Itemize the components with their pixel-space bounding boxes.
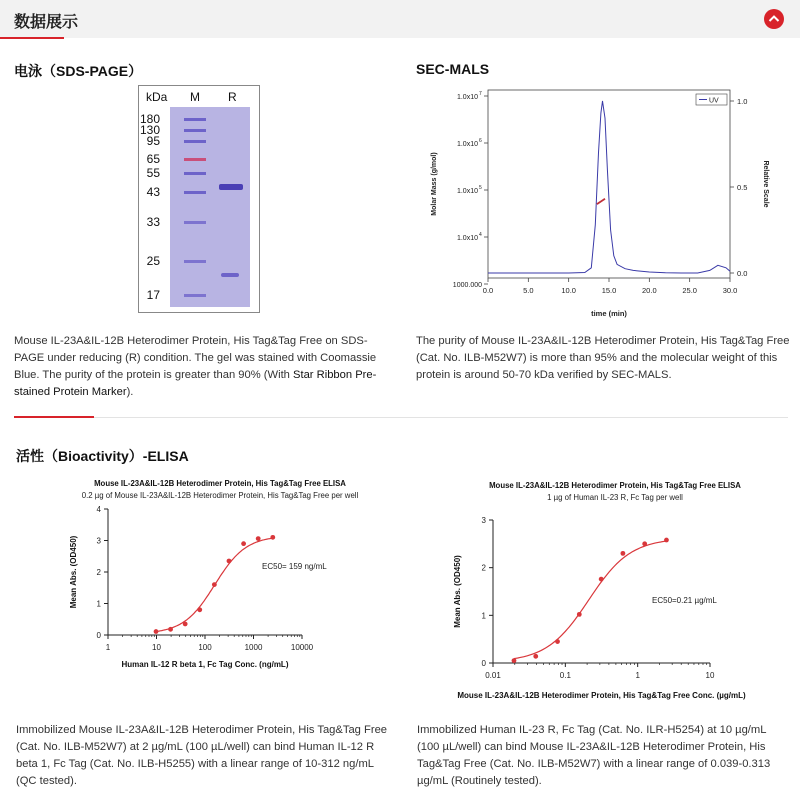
collapse-button[interactable] (764, 9, 784, 29)
gel-header-kda: kDa (146, 90, 168, 104)
x-tick-label: 0.01 (485, 671, 501, 680)
gel-mw-label: 55 (146, 166, 160, 180)
data-point (241, 541, 246, 546)
y-tick-exponent: 7 (479, 91, 482, 97)
marker-band (184, 260, 206, 263)
x-tick-label: 15.0 (601, 286, 617, 295)
x-tick-label: 10 (152, 643, 161, 652)
chart-subtitle: 1 µg of Human IL-23 R, Fc Tag per well (547, 493, 683, 502)
x-tick-label: 1 (105, 643, 111, 652)
gel-mw-label: 180 (139, 112, 160, 126)
gel-mw-label: 17 (146, 288, 160, 302)
header-accent-line (0, 37, 64, 39)
y-axis-label: Mean Abs. (OD450) (69, 535, 78, 609)
sec-mals-chart (420, 84, 790, 324)
y-tick-label: 1000.000 (452, 282, 482, 289)
data-point (577, 612, 582, 617)
data-point (533, 654, 538, 659)
sds-caption-end: ). (126, 386, 134, 398)
marker-band (184, 129, 206, 132)
data-point (599, 577, 604, 582)
chart-title: Mouse IL-23A&IL-12B Heterodimer Protein, His Tag&Tag Free ELISA (489, 481, 741, 490)
data-point (168, 627, 173, 632)
x-tick-label: 10.0 (561, 286, 576, 295)
elisa-chart-2 (430, 478, 790, 706)
sds-page-title: 电泳（SDS-PAGE） (14, 63, 143, 79)
marker-band (184, 172, 206, 175)
marker-band (184, 191, 206, 194)
x-tick-label: 30.0 (722, 286, 738, 295)
marker-band (184, 158, 206, 161)
y-tick-label: 2 (96, 568, 101, 577)
sec-mals-title: SEC-MALS (416, 61, 490, 77)
chart-title: Mouse IL-23A&IL-12B Heterodimer Protein, His Tag&Tag Free ELISA (94, 479, 346, 488)
fit-curve (514, 541, 667, 659)
sds-caption-text: Mouse IL-23A&IL-12B Heterodimer Protein, His Tag&Tag Free on SDS-PAGE under reducing (R) condition. The gel was stained with Coomassie Blue. The purity of the protein is greater than 90% (With (14, 335, 377, 381)
gel-mw-label: 130 (139, 123, 160, 137)
y-tick-label: 3 (481, 516, 486, 525)
data-point (270, 535, 275, 540)
gel-mw-label: 65 (146, 152, 160, 166)
y-tick-label: 0 (96, 631, 101, 640)
y-tick-exponent: 4 (479, 232, 482, 238)
plot-frame (488, 90, 730, 278)
y2-axis-label: Relative Scale (762, 160, 769, 208)
x-tick-label: 5.0 (523, 286, 534, 295)
x-axis-label: Mouse IL-23A&IL-12B Heterodimer Protein, His Tag&Tag Free Conc. (µg/mL) (457, 691, 746, 700)
sds-page-caption (14, 333, 386, 401)
data-point (197, 607, 202, 612)
x-tick-label: 100 (198, 643, 212, 652)
y-tick-label: 1.0x10 (456, 188, 478, 195)
y-tick-label: 1 (96, 599, 101, 609)
sec-mals-caption: The purity of Mouse IL-23A&IL-12B Heterodimer Protein, His Tag&Tag Free (Cat. No. ILB-M52W7) is more than 95% and the molecular weight of this protein is around 50-70 kDa verified by SEC-MALS. (416, 335, 790, 381)
bioactivity-title: 活性（Bioactivity）-ELISA (16, 448, 189, 464)
elisa-chart-1 (40, 474, 370, 674)
x-tick-label: 10000 (290, 643, 314, 652)
gel-header-reduced: R (228, 90, 237, 104)
marker-band (184, 118, 206, 121)
data-point (642, 541, 647, 546)
sample-band (221, 273, 239, 277)
y-tick-label: 4 (96, 505, 101, 514)
data-point (154, 629, 159, 634)
x-axis-label: time (min) (591, 309, 627, 318)
molar-mass-trace (597, 199, 605, 204)
marker-band (184, 221, 206, 224)
gel-mw-label: 43 (146, 185, 160, 199)
y-axis-label: Molar Mass (g/mol) (431, 152, 438, 216)
data-point (664, 538, 669, 543)
section-header (0, 0, 800, 38)
x-tick-label: 20.0 (642, 286, 657, 295)
data-point (621, 551, 626, 556)
gel-mw-label: 25 (146, 254, 160, 268)
chart-subtitle: 0.2 µg of Mouse IL-23A&IL-12B Heterodimer Protein, His Tag&Tag Free per well (81, 491, 359, 500)
y2-tick-label: 0.5 (737, 183, 748, 192)
y-tick-label: 1.0x10 (456, 94, 478, 101)
x-tick-label: 25.0 (682, 286, 697, 295)
sample-band (219, 184, 243, 190)
y-tick-label: 2 (481, 563, 486, 573)
marker-product-link[interactable]: Star Ribbon Pre-stained Protein Marker (14, 369, 377, 398)
x-tick-label: 1000 (244, 643, 263, 652)
x-tick-label: 0.0 (482, 286, 494, 295)
data-point (227, 559, 232, 564)
marker-band (184, 294, 206, 297)
data-point (212, 582, 217, 587)
elisa-1-caption: Immobilized Mouse IL-23A&IL-12B Heterodimer Protein, His Tag&Tag Free (Cat. No. ILB-M52W7) at 2 µg/mL (100 µL/well) can bind Human IL-12 R beta 1, Fc Tag (Cat. No. ILB-H5255) with a linear range of 10-312 ng/mL (QC tested). (16, 724, 388, 787)
y2-tick-label: 0.0 (737, 269, 748, 278)
y-tick-label: 1.0x10 (456, 235, 478, 242)
gel-mw-label: 95 (146, 134, 160, 148)
x-axis-label: Human IL-12 R beta 1, Fc Tag Conc. (ng/mL) (121, 660, 289, 669)
data-point (183, 622, 188, 627)
x-tick-label: 1 (635, 671, 640, 680)
y-tick-label: 1.0x10 (456, 141, 478, 148)
y-tick-label: 0 (481, 659, 486, 668)
divider-accent-line (14, 416, 94, 418)
gel-stained-area (170, 107, 250, 307)
y-axis-label: Mean Abs. (OD450) (453, 555, 462, 628)
y-tick-exponent: 6 (479, 138, 482, 144)
uv-trace (488, 101, 730, 273)
section-header-title: 数据展示 (14, 14, 79, 31)
chevron-up-icon (768, 14, 780, 23)
y-tick-exponent: 5 (479, 185, 482, 191)
x-tick-label: 10 (705, 671, 715, 680)
legend-label: UV (709, 97, 719, 105)
data-point (256, 536, 261, 541)
y-tick-label: 3 (96, 536, 101, 546)
data-point (512, 658, 517, 663)
ec50-annotation: EC50=0.21 µg/mL (652, 596, 717, 605)
gel-mw-label: 33 (146, 215, 160, 229)
ec50-annotation: EC50= 159 ng/mL (262, 562, 327, 571)
gel-header-marker: M (190, 90, 200, 104)
x-tick-label: 0.1 (559, 671, 571, 680)
y-tick-label: 1 (481, 611, 486, 621)
data-point (555, 639, 560, 644)
y2-tick-label: 1.0 (737, 97, 748, 106)
elisa-2-caption: Immobilized Human IL-23 R, Fc Tag (Cat. No. ILR-H5254) at 10 µg/mL (100 µL/well) can bind Mouse IL-23A&IL-12B Heterodimer Protein, His Tag&Tag Free (Cat. No. ILB-M52W7) with a linear range of 0.039-0.313 µg/mL (Routinely tested). (417, 724, 771, 787)
section-divider (14, 417, 788, 418)
marker-band (184, 140, 206, 143)
